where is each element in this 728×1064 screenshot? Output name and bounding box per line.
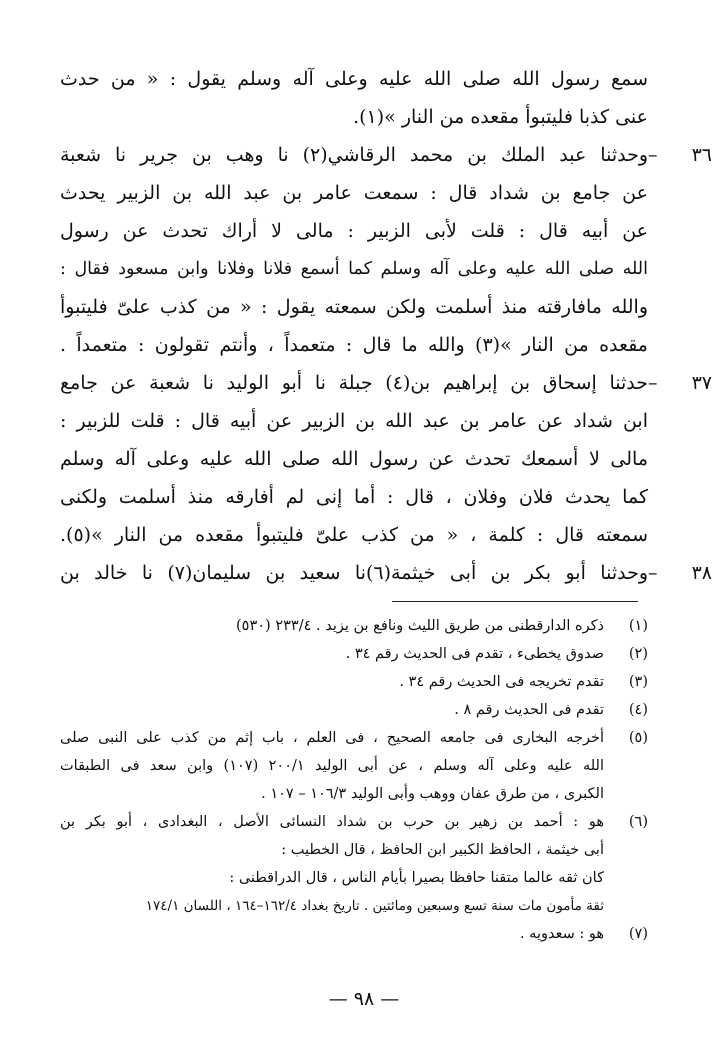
footnote-number: (١) xyxy=(628,618,648,634)
footnote-line: الكبرى ، من طرق عفان ووهب وأبى الوليد ١٠٦/٣ – ١٠٧ . xyxy=(261,786,604,802)
footnote-number: (٢) xyxy=(628,646,648,662)
hadith-number: ٣٨ – xyxy=(648,562,712,584)
hadith-text: وحدثنا عبد الملك بن محمد الرقاشي(٢) نا وهب بن جرير نا شعبة xyxy=(60,144,648,166)
hadith-text: حدثنا إسحاق بن إبراهيم بن(٤) جبلة نا أبو الوليد نا شعبة عن جامع xyxy=(60,372,649,394)
footnote-number: (٤) xyxy=(628,702,648,718)
hadith-36-line-2: عن جامع بن شداد قال : سمعت عامر بن عبد الله بن الزبير يحدث xyxy=(60,182,648,204)
footnote-number: (٦) xyxy=(628,814,648,830)
main-text xyxy=(60,60,713,592)
footnote-number: (٧) xyxy=(628,926,648,942)
footnote-line: أبى خيثمة ، الحافظ الكبير ابن الحافظ ، قال الخطيب : xyxy=(281,842,604,858)
hadith-36-line-4: الله صلى الله عليه وعلى آله وسلم كما أسمع فلانا وفلانا وابن مسعود فقال : xyxy=(60,259,648,279)
footnote-line: كان ثقه عالما متقنا حافظا بصيرا بأيام الناس ، قال الدراقطنى : xyxy=(229,870,604,886)
footnote-number: (٥) xyxy=(628,730,648,746)
page-number: — ٩٨ — xyxy=(328,988,400,1010)
footnote xyxy=(60,612,648,640)
hadith-text: وحدثنا أبو بكر بن أبى خيثمة(٦)نا سعيد بن سليمان(٧) نا خالد بن xyxy=(60,562,648,584)
hadith-36-line-3: عن أبيه قال : قلت لأبى الزبير : مالى لا أراك تحدث عن رسول xyxy=(60,220,648,242)
footnote xyxy=(60,696,648,724)
hadith-37-line-2: ابن شداد عن عامر بن عبد الله بن الزبير عن أبيه قال : قلت للزبير : xyxy=(60,410,648,432)
intro-line-2: عنى كذبا فليتبوأ مقعده من النار »(١). xyxy=(353,106,648,128)
hadith-36-line-5: والله مافارقته منذ أسلمت ولكن سمعته يقول : « من كذب علىّ فليتبوأ xyxy=(60,296,648,318)
footnote xyxy=(60,724,648,808)
hadith-36-line-6: مقعده من النار »(٣) والله ما قال : متعمداً ، وأنتم تقولون : متعمداً . xyxy=(60,334,648,356)
footnote xyxy=(60,808,648,920)
footnote-line: هو : أحمد بن زهير بن حرب بن شداد النسائى الأصل ، البغدادى ، أبو بكر بن xyxy=(60,814,604,830)
footnote-number: (٣) xyxy=(628,674,648,690)
hadith-37-line-1 xyxy=(60,364,713,402)
hadith-number: ٣٧ – xyxy=(648,372,713,394)
footnote-divider xyxy=(392,601,638,602)
hadith-36-line-1 xyxy=(60,136,712,174)
footnotes xyxy=(60,612,648,948)
footnote xyxy=(60,920,648,948)
footnote-line: صدوق يخطىء ، تقدم فى الحديث رقم ٣٤ . xyxy=(345,646,604,662)
footnote-line: أخرجه البخارى فى جامعه الصحيح ، فى العلم ، باب إثم من كذب على النبى صلى xyxy=(60,730,604,746)
footnote-line: تقدم تخريجه فى الحديث رقم ٣٤ . xyxy=(399,674,604,690)
hadith-38-line-1 xyxy=(60,554,712,592)
footnote-line: الله عليه وعلى آله وسلم ، عن أبى الوليد ٢٠٠/١ (١٠٧) وابن سعد فى الطبقات xyxy=(60,758,604,774)
intro-line-1: سمع رسول الله صلى الله عليه وعلى آله وسلم يقول : « من حدث xyxy=(60,68,648,90)
footnote-line: ذكره الدارقطنى من طريق الليث ونافع بن يزيد . ٢٣٣/٤ (٥٣٠) xyxy=(236,618,604,634)
hadith-37-line-5: سمعته قال : كلمة ، « من كذب علىّ فليتبوأ مقعده من النار »(٥). xyxy=(60,524,648,546)
footnote xyxy=(60,668,648,696)
hadith-37-line-4: كما يحدث فلان وفلان ، قال : أما إنى لم أفارقه منذ أسلمت ولكنى xyxy=(60,486,649,508)
footnote-line: ثقة مأمون مات سنة تسع وسبعين ومائتين . تاريخ بغداد ١٦٢/٤–١٦٤ ، اللسان ١٧٤/١ xyxy=(145,898,604,914)
hadith-number: ٣٦ – xyxy=(648,144,712,166)
footnote xyxy=(60,640,648,668)
footnote-line: هو : سعدويه . xyxy=(519,926,604,942)
hadith-37-line-3: مالى لا أسمعك تحدث عن رسول الله صلى الله عليه وعلى آله وسلم xyxy=(60,448,648,470)
footnote-line: تقدم فى الحديث رقم ٨ . xyxy=(454,702,604,718)
